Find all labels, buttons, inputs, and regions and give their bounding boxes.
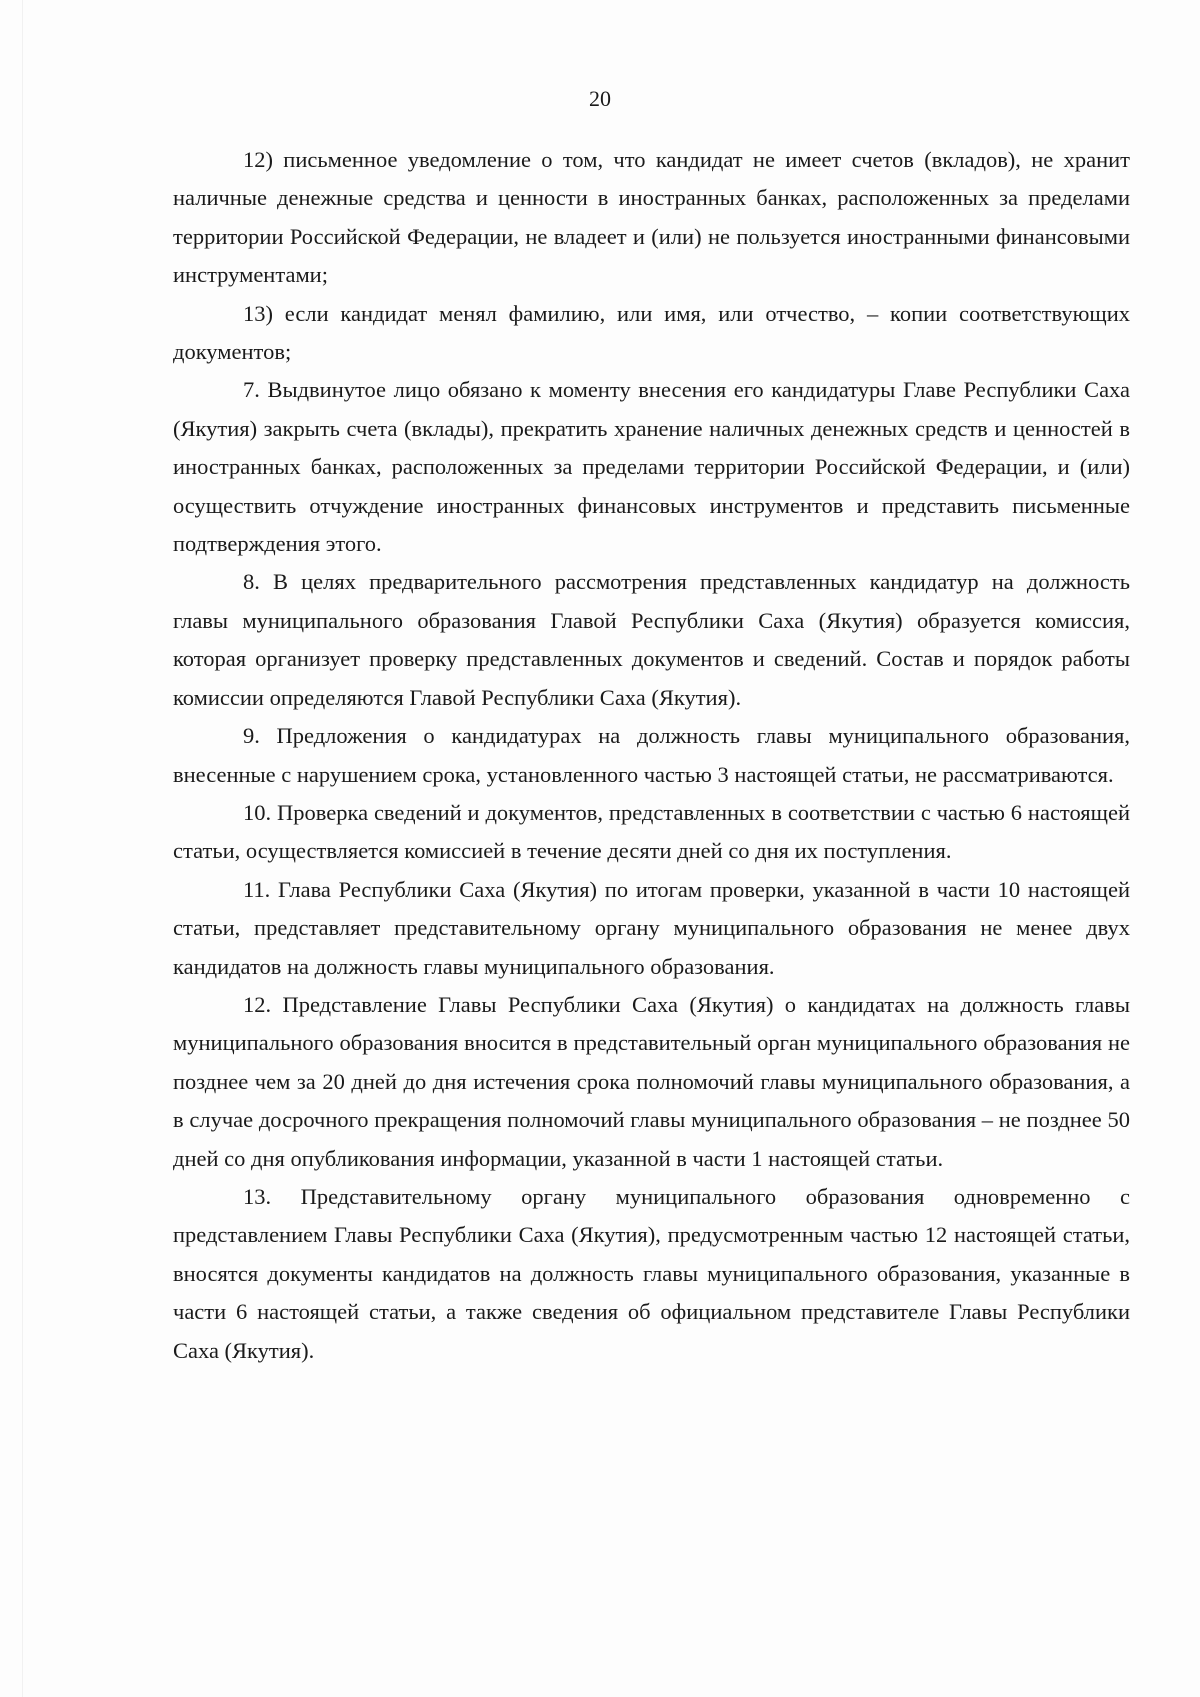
paragraph-part-11: 11. Глава Республики Саха (Якутия) по итогам проверки, указанной в части 10 настоящей статьи, представляет представительному органу муниципального образования не менее двух кандидатов на должность главы муниципального образования. <box>173 876 1130 979</box>
paragraph-item-13: 13) если кандидат менял фамилию, или имя, или отчество, – копии соответствующих документов; <box>173 300 1130 365</box>
paragraph-part-8: 8. В целях предварительного рассмотрения представленных кандидатур на должность главы муниципального образования Главой Республики Саха (Якутия) образуется комиссия, которая организует проверку представленных документов и сведений. Состав и порядок работы комиссии определяются Главой Республики Саха (Якутия). <box>173 569 1130 710</box>
scan-edge-line <box>22 0 23 1697</box>
paragraph-part-12: 12. Представление Главы Республики Саха (Якутия) о кандидатах на должность главы муниципального образования вносится в представительный орган муниципального образования не позднее чем за 20 дней до дня истечения срока полномочий главы муниципального образования, а в случае досрочного прекращения полномочий главы муниципального образования – не позднее 50 дней со дня опубликования информации, указанной в части 1 настоящей статьи. <box>173 991 1130 1171</box>
paragraph-part-7: 7. Выдвинутое лицо обязано к моменту внесения его кандидатуры Главе Республики Саха (Якутия) закрыть счета (вклады), прекратить хранение наличных денежных средств и ценностей в иностранных банках, расположенных за пределами территории Российской Федерации, и (или) осуществить отчуждение иностранных финансовых инструментов и представить письменные подтверждения этого. <box>173 377 1130 557</box>
paragraph-item-12: 12) письменное уведомление о том, что кандидат не имеет счетов (вкладов), не хранит наличные денежные средства и ценности в иностранных банках, расположенных за пределами территории Российской Федерации, не владеет и (или) не пользуется иностранными финансовыми инструментами; <box>173 147 1130 288</box>
paragraph-part-10: 10. Проверка сведений и документов, представленных в соответствии с частью 6 настоящей статьи, осуществляется комиссией в течение десяти дней со дня их поступления. <box>173 799 1130 864</box>
document-body <box>173 141 1130 1370</box>
paragraph-part-13: 13. Представительному органу муниципального образования одновременно с представлением Главы Республики Саха (Якутия), предусмотренным частью 12 настоящей статьи, вносятся документы кандидатов на должность главы муниципального образования, указанные в части 6 настоящей статьи, а также сведения об официальном представителе Главы Республики Саха (Якутия). <box>173 1183 1130 1363</box>
paragraph-part-9: 9. Предложения о кандидатурах на должность главы муниципального образования, внесенные с нарушением срока, установленного частью 3 настоящей статьи, не рассматриваются. <box>173 723 1130 787</box>
page-number: 20 <box>589 86 611 111</box>
